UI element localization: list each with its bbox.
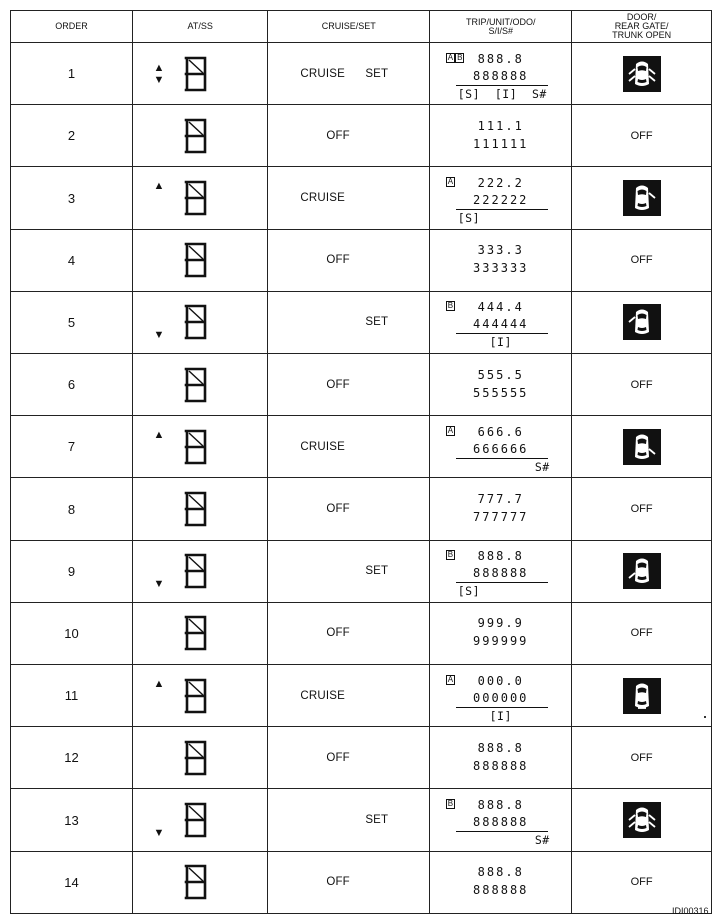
header-door-line: REAR GATE/	[614, 21, 669, 31]
table-row	[11, 354, 712, 416]
door-off-label: OFF	[630, 129, 653, 142]
door-open-car-icon	[623, 678, 661, 714]
up-arrow-icon: ▲	[153, 180, 165, 193]
gear-segment-digit-icon	[183, 429, 209, 465]
trip-letter-box: B	[447, 550, 454, 560]
display-divider	[456, 333, 548, 334]
door-cell	[572, 602, 712, 664]
cruise-cell	[268, 43, 430, 105]
set-label: SET	[365, 814, 389, 827]
atss-cell	[133, 291, 268, 353]
odo-value: 444444	[473, 317, 529, 332]
order-cell: 1	[11, 43, 133, 105]
door-off-label: OFF	[630, 627, 653, 640]
door-cell	[572, 416, 712, 478]
atss-cell	[133, 167, 268, 229]
header-door-line: TRUNK OPEN	[612, 30, 672, 40]
set-label: SET	[365, 565, 389, 578]
door-cell	[572, 478, 712, 540]
door-cell	[572, 851, 712, 913]
display-divider	[456, 831, 548, 832]
order-cell: 2	[11, 105, 133, 167]
header-trip-line: TRIP/UNIT/ODO/	[465, 16, 536, 27]
trip-letter-box: B	[457, 52, 463, 62]
order-cell: 5	[11, 291, 133, 353]
mode-indicator: [S]	[457, 211, 481, 225]
trip-letter-box: A	[447, 674, 454, 684]
cruise-off-label: OFF	[326, 378, 350, 391]
order-cell: 6	[11, 354, 133, 416]
gear-segment-digit-icon	[183, 864, 209, 900]
trip-letter-box: A	[447, 425, 454, 435]
gear-segment-digit-icon	[183, 740, 209, 776]
atss-cell	[133, 43, 268, 105]
cruise-label: CRUISE	[300, 689, 345, 702]
door-off-label: OFF	[630, 751, 653, 764]
odo-value: 888888	[473, 566, 529, 581]
atss-cell	[133, 789, 268, 851]
cruise-cell	[268, 665, 430, 727]
trip-value: 444.4	[477, 300, 524, 315]
up-arrow-icon: ▲	[153, 678, 165, 691]
odo-value: 999999	[473, 634, 529, 649]
table-row	[11, 478, 712, 540]
down-arrow-icon: ▼	[153, 826, 165, 839]
table-row	[11, 229, 712, 291]
trip-value: 888.8	[477, 51, 524, 66]
trip-letter-box: B	[447, 301, 454, 311]
trip-letter-box: A	[447, 177, 454, 186]
table-row	[11, 540, 712, 602]
header-order: ORDER	[11, 11, 133, 43]
odo-value: 888888	[473, 883, 529, 898]
door-open-car-icon	[623, 56, 661, 92]
atss-cell	[133, 851, 268, 913]
trip-value: 222.2	[477, 176, 524, 190]
mode-indicator: [S] [I] S#	[457, 86, 547, 101]
header-row	[11, 11, 712, 43]
header-door-line: DOOR/	[626, 12, 657, 22]
atss-cell	[133, 416, 268, 478]
door-cell	[572, 727, 712, 789]
gear-segment-digit-icon	[183, 56, 209, 92]
door-open-car-icon	[623, 553, 661, 589]
cruise-off-label: OFF	[326, 254, 350, 267]
odo-value: 888888	[473, 758, 529, 773]
table-row	[11, 851, 712, 913]
atss-cell	[133, 105, 268, 167]
display-divider	[456, 209, 548, 210]
order-cell: 13	[11, 789, 133, 851]
gear-segment-digit-icon	[183, 304, 209, 340]
door-open-car-icon	[623, 802, 661, 838]
cruise-cell	[268, 167, 430, 229]
gear-segment-digit-icon	[183, 180, 209, 216]
odo-value: 666666	[473, 441, 529, 456]
gear-segment-digit-icon	[183, 678, 209, 714]
gear-segment-digit-icon	[183, 367, 209, 403]
cruise-cell	[268, 105, 430, 167]
header-trip	[430, 11, 572, 43]
mode-indicator: S#	[534, 459, 550, 474]
trip-cell	[430, 167, 572, 229]
door-off-label: OFF	[630, 876, 653, 889]
cruise-cell	[268, 727, 430, 789]
set-label: SET	[365, 316, 389, 329]
door-open-car-icon	[623, 180, 661, 216]
odo-value: 222222	[473, 193, 529, 207]
table-row	[11, 167, 712, 229]
trip-odo-display	[438, 480, 564, 538]
trip-odo-display	[438, 107, 564, 165]
gear-segment-digit-icon	[183, 615, 209, 651]
odo-value: 777777	[473, 510, 529, 525]
door-open-car-icon	[623, 304, 661, 340]
order-cell: 7	[11, 416, 133, 478]
order-cell: 8	[11, 478, 133, 540]
odo-value: 888888	[473, 815, 529, 830]
trip-cell	[430, 665, 572, 727]
display-divider	[456, 458, 548, 459]
trip-cell	[430, 478, 572, 540]
header-trip-line: S/I/S#	[488, 25, 513, 36]
door-off-label: OFF	[630, 503, 653, 516]
cruise-cell	[268, 291, 430, 353]
door-cell	[572, 354, 712, 416]
trip-odo-display	[438, 418, 564, 476]
trip-value: 888.8	[477, 798, 524, 813]
cruise-cell	[268, 416, 430, 478]
trip-letter-box: A	[447, 52, 454, 62]
door-cell	[572, 291, 712, 353]
atss-cell	[133, 665, 268, 727]
cruise-cell	[268, 851, 430, 913]
door-off-label: OFF	[630, 254, 653, 267]
display-pattern-table	[10, 10, 712, 914]
atss-cell	[133, 478, 268, 540]
cruise-cell	[268, 478, 430, 540]
atss-cell	[133, 229, 268, 291]
figure-id: IDI00316	[672, 906, 709, 916]
trip-odo-display	[438, 791, 564, 849]
cruise-off-label: OFF	[326, 876, 350, 889]
display-divider	[456, 707, 548, 708]
cruise-off-label: OFF	[326, 129, 350, 142]
door-cell	[572, 105, 712, 167]
gear-segment-digit-icon	[183, 802, 209, 838]
table-row	[11, 291, 712, 353]
table-row	[11, 43, 712, 105]
trip-odo-display	[438, 45, 564, 103]
header-door	[572, 11, 712, 43]
header-cruise: CRUISE/SET	[268, 11, 430, 43]
trip-cell	[430, 416, 572, 478]
mode-indicator: [S]	[457, 584, 481, 599]
trip-cell	[430, 789, 572, 851]
door-cell	[572, 167, 712, 229]
display-divider	[456, 582, 548, 583]
door-open-car-icon	[623, 429, 661, 465]
door-cell	[572, 665, 712, 727]
order-cell: 9	[11, 540, 133, 602]
trip-cell	[430, 727, 572, 789]
odo-value: 333333	[473, 261, 529, 276]
down-arrow-icon: ▼	[153, 329, 165, 342]
trip-odo-display	[438, 293, 564, 351]
trip-odo-display	[438, 667, 564, 725]
table-row	[11, 416, 712, 478]
trip-value: 333.3	[477, 243, 524, 258]
cruise-label: CRUISE	[300, 192, 345, 204]
trip-odo-display	[438, 542, 564, 600]
table-row	[11, 789, 712, 851]
trip-value: 888.8	[477, 740, 524, 755]
trip-letter-box: B	[447, 799, 454, 809]
mode-indicator: [I]	[489, 708, 512, 723]
mode-indicator: S#	[534, 833, 550, 848]
trip-value: 666.6	[477, 424, 524, 439]
display-divider	[456, 85, 548, 86]
order-cell: 10	[11, 602, 133, 664]
cruise-cell	[268, 789, 430, 851]
trip-odo-display	[438, 729, 564, 787]
atss-cell	[133, 540, 268, 602]
door-cell	[572, 43, 712, 105]
order-cell: 14	[11, 851, 133, 913]
trip-cell	[430, 291, 572, 353]
gear-segment-digit-icon	[183, 118, 209, 154]
table-row	[11, 665, 712, 727]
trip-value: 888.8	[477, 865, 524, 880]
cruise-off-label: OFF	[326, 503, 350, 516]
trip-odo-display	[438, 231, 564, 289]
trip-value: 777.7	[477, 492, 524, 507]
up-arrow-icon: ▲	[153, 429, 165, 442]
trip-value: 999.9	[477, 616, 524, 631]
trip-odo-display	[438, 356, 564, 414]
trip-cell	[430, 43, 572, 105]
up-down-arrow-icon: ▲ ▼	[153, 61, 165, 86]
set-label: SET	[365, 67, 389, 80]
trip-odo-display	[438, 169, 564, 227]
trip-cell	[430, 540, 572, 602]
order-cell: 3	[11, 167, 133, 229]
trip-cell	[430, 602, 572, 664]
gear-segment-digit-icon	[183, 553, 209, 589]
odo-value: 555555	[473, 385, 529, 400]
trip-cell	[430, 229, 572, 291]
door-cell	[572, 229, 712, 291]
trip-odo-display	[438, 604, 564, 662]
stray-dot	[704, 716, 706, 718]
table-row	[11, 105, 712, 167]
mode-indicator: [I]	[489, 335, 512, 350]
atss-cell	[133, 602, 268, 664]
trip-value: 000.0	[477, 673, 524, 688]
order-cell: 12	[11, 727, 133, 789]
cruise-cell	[268, 540, 430, 602]
trip-cell	[430, 354, 572, 416]
atss-cell	[133, 354, 268, 416]
cruise-off-label: OFF	[326, 627, 350, 640]
cruise-label: CRUISE	[300, 440, 345, 453]
trip-value: 111.1	[477, 118, 524, 133]
odo-value: 888888	[473, 68, 529, 83]
cruise-off-label: OFF	[326, 751, 350, 764]
order-cell: 4	[11, 229, 133, 291]
cruise-cell	[268, 229, 430, 291]
trip-value: 555.5	[477, 367, 524, 382]
atss-cell	[133, 727, 268, 789]
trip-cell	[430, 851, 572, 913]
door-cell	[572, 789, 712, 851]
trip-value: 888.8	[477, 549, 524, 564]
table-row	[11, 602, 712, 664]
cruise-cell	[268, 354, 430, 416]
door-cell	[572, 540, 712, 602]
order-cell: 11	[11, 665, 133, 727]
trip-odo-display	[438, 853, 564, 911]
cruise-label: CRUISE	[300, 67, 345, 80]
trip-cell	[430, 105, 572, 167]
header-atss: AT/SS	[133, 11, 268, 43]
door-off-label: OFF	[630, 378, 653, 391]
gear-segment-digit-icon	[183, 491, 209, 527]
odo-value: 111111	[473, 136, 529, 151]
down-arrow-icon: ▼	[153, 577, 165, 590]
odo-value: 000000	[473, 690, 529, 705]
table-row	[11, 727, 712, 789]
gear-segment-digit-icon	[183, 242, 209, 278]
cruise-cell	[268, 602, 430, 664]
